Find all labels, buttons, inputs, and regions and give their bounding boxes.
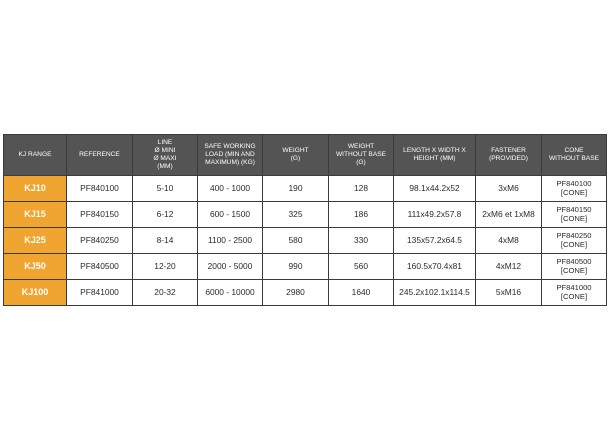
kj-range-cell: KJ50 — [4, 254, 67, 280]
weight-without-base-cell: 330 — [329, 228, 394, 254]
kj-range-cell: KJ25 — [4, 228, 67, 254]
reference-cell: PF840150 — [67, 202, 133, 228]
load-cell: 400 - 1000 — [198, 176, 263, 202]
dimensions-cell: 111x49.2x57.8 — [394, 202, 476, 228]
reference-cell: PF840100 — [67, 176, 133, 202]
table-row — [4, 280, 607, 306]
kj-range-cell: KJ100 — [4, 280, 67, 306]
cone-cell: PF840100 [CONE] — [542, 176, 607, 202]
weight-without-base-cell: 186 — [329, 202, 394, 228]
line-cell: 5-10 — [133, 176, 198, 202]
header-kj-range: KJ RANGE — [4, 135, 67, 176]
cone-cell: PF841000 [CONE] — [542, 280, 607, 306]
fastener-cell: 5xM16 — [476, 280, 542, 306]
fastener-cell: 2xM6 et 1xM8 — [476, 202, 542, 228]
load-cell: 6000 - 10000 — [198, 280, 263, 306]
table-row — [4, 176, 607, 202]
weight-cell: 580 — [263, 228, 329, 254]
dimensions-cell: 135x57.2x64.5 — [394, 228, 476, 254]
weight-cell: 325 — [263, 202, 329, 228]
reference-cell: PF840500 — [67, 254, 133, 280]
weight-without-base-cell: 560 — [329, 254, 394, 280]
weight-without-base-cell: 1640 — [329, 280, 394, 306]
header-line: LINE Ø MINI Ø MAXI (MM) — [133, 135, 198, 176]
weight-cell: 190 — [263, 176, 329, 202]
header-row — [4, 135, 607, 176]
header-dimensions: LENGTH X WIDTH X HEIGHT (MM) — [394, 135, 476, 176]
header-weight-without-base: WEIGHT WITHOUT BASE (G) — [329, 135, 394, 176]
kj-range-cell: KJ10 — [4, 176, 67, 202]
header-weight: WEIGHT (G) — [263, 135, 329, 176]
table-row — [4, 202, 607, 228]
dimensions-cell: 245.2x102.1x114.5 — [394, 280, 476, 306]
cone-cell: PF840500 [CONE] — [542, 254, 607, 280]
fastener-cell: 3xM6 — [476, 176, 542, 202]
line-cell: 20-32 — [133, 280, 198, 306]
weight-without-base-cell: 128 — [329, 176, 394, 202]
header-safe-working-load: SAFE WORKING LOAD (MIN AND MAXIMUM) (KG) — [198, 135, 263, 176]
cone-cell: PF840250 [CONE] — [542, 228, 607, 254]
line-cell: 12-20 — [133, 254, 198, 280]
dimensions-cell: 98.1x44.2x52 — [394, 176, 476, 202]
header-reference: REFERENCE — [67, 135, 133, 176]
fastener-cell: 4xM12 — [476, 254, 542, 280]
load-cell: 1100 - 2500 — [198, 228, 263, 254]
specifications-table — [3, 134, 607, 306]
reference-cell: PF841000 — [67, 280, 133, 306]
table-row — [4, 228, 607, 254]
weight-cell: 990 — [263, 254, 329, 280]
kj-range-cell: KJ15 — [4, 202, 67, 228]
line-cell: 6-12 — [133, 202, 198, 228]
weight-cell: 2980 — [263, 280, 329, 306]
dimensions-cell: 160.5x70.4x81 — [394, 254, 476, 280]
header-cone-without-base: CONE WITHOUT BASE — [542, 135, 607, 176]
line-cell: 8-14 — [133, 228, 198, 254]
cone-cell: PF840150 [CONE] — [542, 202, 607, 228]
fastener-cell: 4xM8 — [476, 228, 542, 254]
reference-cell: PF840250 — [67, 228, 133, 254]
load-cell: 2000 - 5000 — [198, 254, 263, 280]
table-row — [4, 254, 607, 280]
load-cell: 600 - 1500 — [198, 202, 263, 228]
header-fastener: FASTENER (PROVIDED) — [476, 135, 542, 176]
